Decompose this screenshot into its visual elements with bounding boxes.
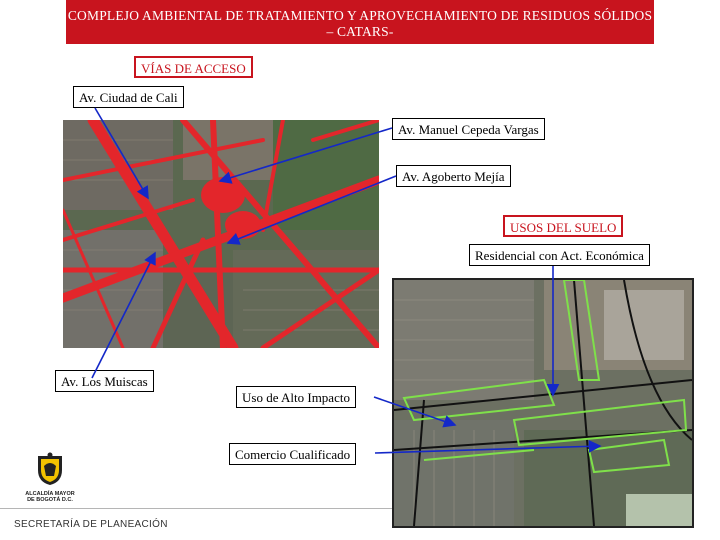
land-use-aerial-map	[392, 278, 694, 528]
logo-line-2: DE BOGOTÁ D.C.	[27, 497, 73, 503]
logo-line-1: ALCALDÍA MAYOR	[25, 491, 75, 497]
label-comercio-cualificado: Comercio Cualificado	[229, 443, 356, 465]
land-use-map-graphic	[394, 280, 692, 526]
label-av-los-muiscas: Av. Los Muiscas	[55, 370, 154, 392]
section-vias-de-acceso: VÍAS DE ACCESO	[134, 56, 253, 78]
label-av-manuel-cepeda-vargas: Av. Manuel Cepeda Vargas	[392, 118, 545, 140]
footer-secretaria: SECRETARÍA DE PLANEACIÓN	[14, 519, 168, 530]
road-access-map-graphic	[63, 120, 379, 348]
label-residencial-act-economica: Residencial con Act. Económica	[469, 244, 650, 266]
label-uso-alto-impacto: Uso de Alto Impacto	[236, 386, 356, 408]
label-av-agoberto-mejia: Av. Agoberto Mejía	[396, 165, 511, 187]
road-access-aerial-map	[63, 120, 379, 348]
footer-divider	[0, 508, 392, 509]
coat-of-arms-icon	[34, 452, 66, 486]
page-title: COMPLEJO AMBIENTAL DE TRATAMIENTO Y APROVECHAMIENTO DE RESIDUOS SÓLIDOS – CATARS-	[66, 0, 654, 44]
bogota-logo	[20, 452, 80, 504]
label-av-ciudad-de-cali: Av. Ciudad de Cali	[73, 86, 184, 108]
section-usos-del-suelo: USOS DEL SUELO	[503, 215, 623, 237]
